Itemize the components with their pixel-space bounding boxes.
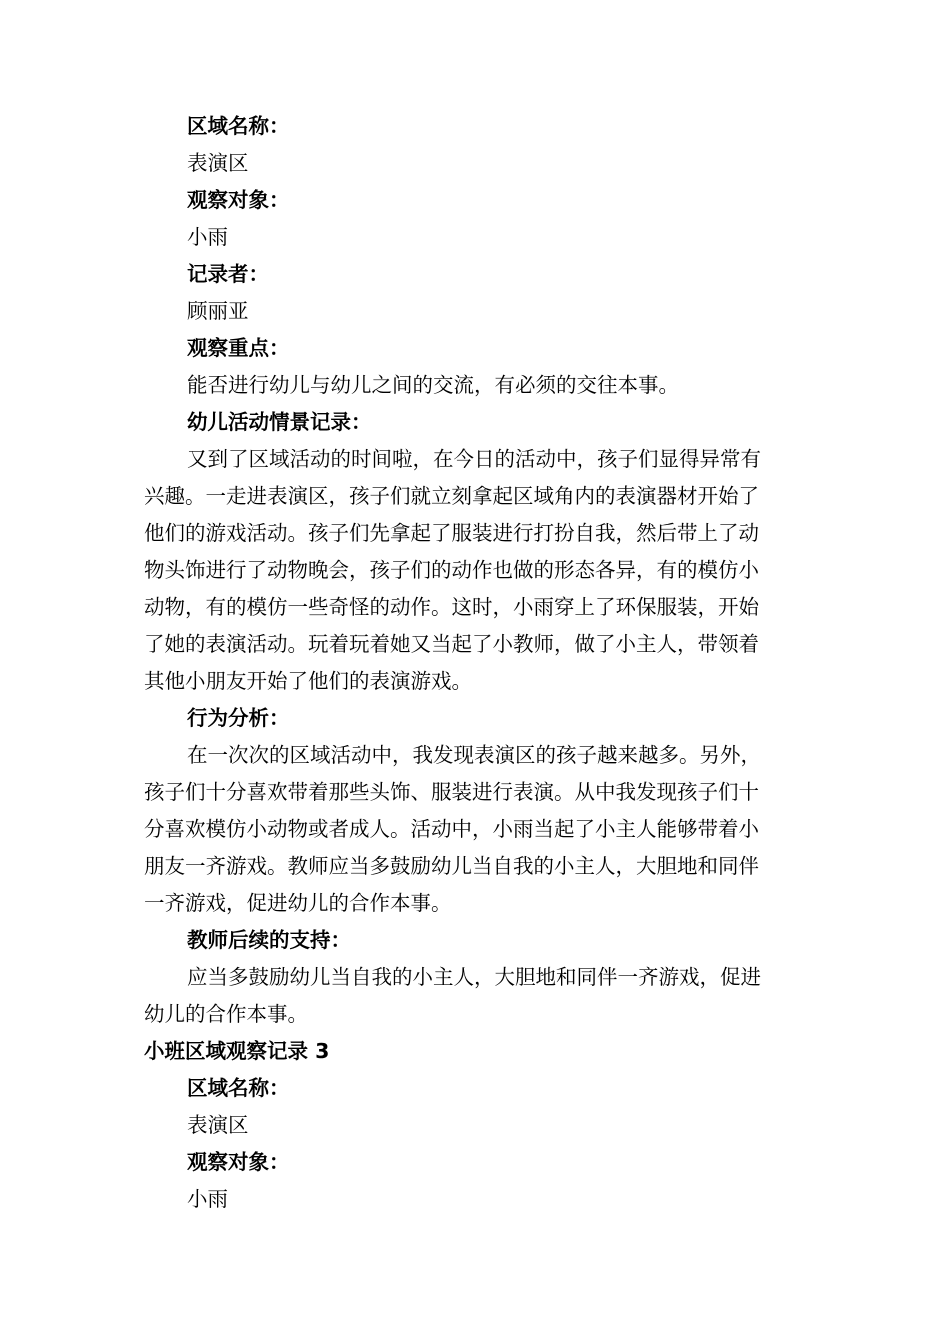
observe-target-value: 小雨 — [187, 1187, 228, 1211]
paragraph-line: 又到了区域活动的时间啦，在今日的活动中，孩子们显得异常有 — [187, 447, 761, 471]
paragraph-line: 孩子们十分喜欢带着那些头饰、服装进行表演。从中我发现孩子们十 — [144, 780, 759, 804]
behavior-analysis-label: 行为分析： — [187, 706, 290, 730]
paragraph-line: 幼儿的合作本事。 — [144, 1002, 308, 1026]
paragraph-line: 其他小朋友开始了他们的表演游戏。 — [144, 669, 472, 693]
area-name-value: 表演区 — [187, 1113, 249, 1137]
recorder-value: 顾丽亚 — [187, 299, 249, 323]
paragraph-line: 在一次次的区域活动中，我发现表演区的孩子越来越多。另外， — [187, 743, 761, 767]
behavior-analysis-paragraph — [144, 737, 808, 922]
paragraph-line: 一齐游戏，促进幼儿的合作本事。 — [144, 891, 452, 915]
activity-record-label: 幼儿活动情景记录： — [187, 410, 372, 434]
paragraph-line: 应当多鼓励幼儿当自我的小主人，大胆地和同伴一齐游戏，促进 — [187, 965, 761, 989]
teacher-support-label: 教师后续的支持： — [187, 928, 351, 952]
observe-target-label: 观察对象： — [187, 1150, 290, 1174]
observe-focus-value: 能否进行幼儿与幼儿之间的交流，有必须的交往本事。 — [187, 373, 679, 397]
paragraph-line: 兴趣。一走进表演区，孩子们就立刻拿起区域角内的表演器材开始了 — [144, 484, 759, 508]
document-content — [144, 108, 808, 1218]
observe-target-label: 观察对象： — [187, 188, 290, 212]
section-heading: 小班区域观察记录 3 — [144, 1039, 330, 1063]
observe-target-value: 小雨 — [187, 225, 228, 249]
paragraph-line: 朋友一齐游戏。教师应当多鼓励幼儿当自我的小主人，大胆地和同伴 — [144, 854, 759, 878]
activity-record-paragraph — [144, 441, 808, 700]
observe-focus-label: 观察重点： — [187, 336, 290, 360]
teacher-support-paragraph — [144, 959, 808, 1033]
paragraph-line: 动物，有的模仿一些奇怪的动作。这时，小雨穿上了环保服装，开始 — [144, 595, 759, 619]
area-name-label: 区域名称： — [187, 114, 290, 138]
area-name-label: 区域名称： — [187, 1076, 290, 1100]
paragraph-line: 了她的表演活动。玩着玩着她又当起了小教师，做了小主人，带领着 — [144, 632, 759, 656]
paragraph-line: 分喜欢模仿小动物或者成人。活动中，小雨当起了小主人能够带着小 — [144, 817, 759, 841]
recorder-label: 记录者： — [187, 262, 269, 286]
area-name-value: 表演区 — [187, 151, 249, 175]
paragraph-line: 物头饰进行了动物晚会，孩子们的动作也做的形态各异，有的模仿小 — [144, 558, 759, 582]
paragraph-line: 他们的游戏活动。孩子们先拿起了服装进行打扮自我，然后带上了动 — [144, 521, 759, 545]
